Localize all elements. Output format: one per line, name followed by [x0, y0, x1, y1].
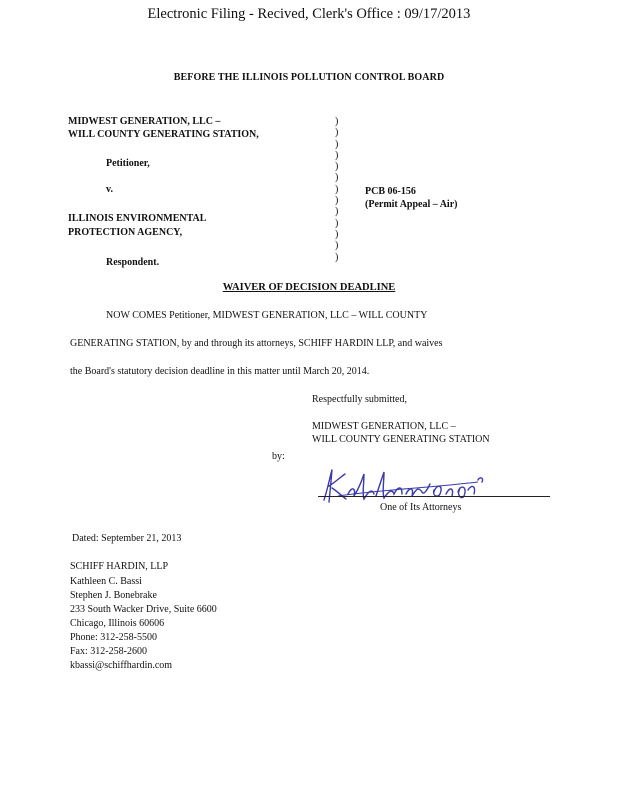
case-number: PCB 06-156 — [365, 186, 416, 197]
attorney-2: Stephen J. Bonebrake — [70, 590, 157, 601]
caption-bracket-column: ) ) ) ) ) ) ) ) ) ) ) ) ) — [335, 116, 339, 263]
handwritten-signature — [318, 466, 498, 506]
petitioner-name-line1: MIDWEST GENERATION, LLC – — [68, 116, 221, 127]
body-line-2: GENERATING STATION, by and through its attorneys, SCHIFF HARDIN LLP, and waives — [70, 338, 443, 349]
body-line-1: NOW COMES Petitioner, MIDWEST GENERATION, LLC – WILL COUNTY — [106, 310, 428, 321]
filing-stamp: Electronic Filing - Recived, Clerk's Office : 09/17/2013 — [147, 6, 471, 22]
closing: Respectfully submitted, — [312, 394, 407, 405]
petitioner-label: Petitioner, — [106, 158, 150, 169]
court-heading: BEFORE THE ILLINOIS POLLUTION CONTROL BOARD — [173, 72, 445, 83]
dated-line: Dated: September 21, 2013 — [72, 533, 182, 544]
party-line1: MIDWEST GENERATION, LLC – — [312, 421, 456, 432]
address-line-1: 233 South Wacker Drive, Suite 6600 — [70, 604, 217, 615]
document-title: WAIVER OF DECISION DEADLINE — [222, 282, 396, 293]
address-line-2: Chicago, Illinois 60606 — [70, 618, 165, 629]
respondent-label: Respondent. — [106, 257, 160, 268]
by-label: by: — [272, 451, 285, 462]
firm-name: SCHIFF HARDIN, LLP — [70, 561, 169, 572]
phone: Phone: 312-258-5500 — [70, 632, 157, 643]
versus: v. — [106, 184, 113, 195]
signer-caption: One of Its Attorneys — [380, 502, 462, 513]
case-type: (Permit Appeal – Air) — [365, 199, 458, 210]
party-line2: WILL COUNTY GENERATING STATION — [312, 434, 490, 445]
email-link[interactable]: kbassi@schiffhardin.com — [70, 660, 173, 671]
petitioner-name-line2: WILL COUNTY GENERATING STATION, — [68, 129, 259, 140]
body-line-3: the Board's statutory decision deadline in this matter until March 20, 2014. — [70, 366, 370, 377]
respondent-name-line1: ILLINOIS ENVIRONMENTAL — [68, 213, 207, 224]
respondent-name-line2: PROTECTION AGENCY, — [68, 227, 183, 238]
fax: Fax: 312-258-2600 — [70, 646, 147, 657]
signature-line — [318, 496, 550, 497]
attorney-1: Kathleen C. Bassi — [70, 576, 142, 587]
